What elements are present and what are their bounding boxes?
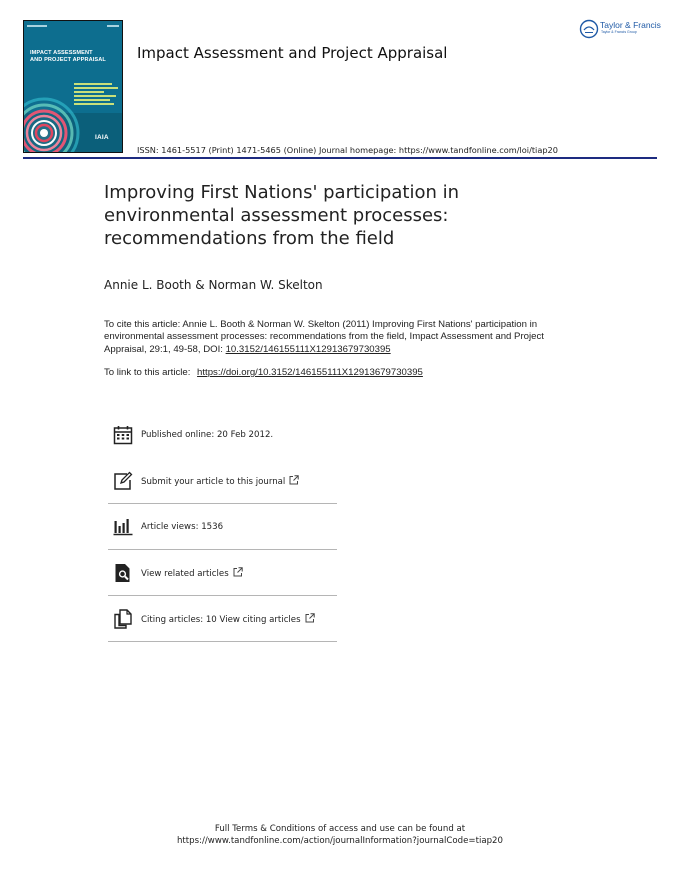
cover-title bbox=[30, 50, 118, 64]
citing-articles-item[interactable] bbox=[108, 596, 337, 642]
cover-title-line: IMPACT ASSESSMENT bbox=[30, 50, 93, 56]
citing-articles-text: Citing articles: 10 View citing articles bbox=[141, 614, 301, 625]
external-link-icon bbox=[233, 567, 243, 577]
submit-article-item[interactable] bbox=[108, 458, 337, 504]
citation-block bbox=[104, 319, 574, 356]
related-articles-text: View related articles bbox=[141, 568, 229, 579]
article-views-item bbox=[108, 504, 337, 550]
citing-articles-link[interactable] bbox=[141, 613, 315, 625]
journal-cover-image[interactable] bbox=[23, 20, 123, 153]
publisher-name: Taylor & Francis bbox=[600, 20, 661, 30]
cite-text: Annie L. Booth & Norman W. Skelton (2011) Improving First Nations' participation in environmental assessment processes: recommendations from the field, Impact Assessment and Project Appraisal, 29:1, 49-58, DOI: bbox=[104, 319, 544, 355]
submit-article-text: Submit your article to this journal bbox=[141, 476, 286, 487]
related-articles-link[interactable] bbox=[141, 567, 243, 579]
journal-homepage-link[interactable]: https://www.tandfonline.com/loi/tiap20 bbox=[398, 145, 558, 155]
article-views-text: Article views: 1536 bbox=[141, 521, 224, 532]
calendar-icon bbox=[113, 425, 133, 445]
footer-terms-text: Full Terms & Conditions of access and use can be found at bbox=[214, 824, 466, 834]
publisher-logo[interactable] bbox=[579, 19, 659, 41]
taylor-francis-logo-icon bbox=[579, 19, 599, 39]
cover-text-lines bbox=[74, 83, 118, 107]
cover-logo: IAIA bbox=[95, 134, 109, 141]
issn-line bbox=[137, 145, 558, 155]
published-online-text: Published online: 20 Feb 2012. bbox=[141, 430, 274, 440]
copy-documents-icon bbox=[113, 609, 133, 629]
issn-text: ISSN: 1461-5517 (Print) 1471-5465 (Online) Journal homepage: bbox=[137, 145, 399, 155]
search-document-icon bbox=[113, 563, 133, 583]
submit-article-link[interactable] bbox=[141, 475, 299, 487]
doi-link[interactable]: 10.3152/146155111X12913679730395 bbox=[225, 343, 391, 355]
footer-terms-link[interactable]: https://www.tandfonline.com/action/journalInformation?journalCode=tiap20 bbox=[176, 836, 503, 846]
article-doi-url-link[interactable]: https://doi.org/10.3152/146155111X12913679730395 bbox=[197, 367, 423, 378]
header-divider bbox=[23, 157, 657, 159]
publisher-subtitle: Taylor & Francis Group bbox=[601, 30, 637, 34]
cite-label: To cite this article: bbox=[104, 319, 183, 330]
article-authors: Annie L. Booth & Norman W. Skelton bbox=[104, 278, 323, 292]
external-link-icon bbox=[289, 475, 299, 485]
article-title-line: Improving First Nations' participation in bbox=[104, 182, 459, 203]
link-label: To link to this article: bbox=[104, 367, 194, 378]
article-link-block bbox=[104, 367, 423, 378]
footer bbox=[0, 823, 680, 847]
journal-title[interactable]: Impact Assessment and Project Appraisal bbox=[137, 44, 448, 62]
cover-top-text bbox=[27, 25, 119, 29]
edit-icon bbox=[113, 471, 133, 491]
bar-chart-icon bbox=[113, 517, 133, 537]
cover-title-line: AND PROJECT APPRAISAL bbox=[30, 57, 106, 63]
external-link-icon bbox=[305, 613, 315, 623]
article-info-list bbox=[108, 412, 337, 642]
related-articles-item[interactable] bbox=[108, 550, 337, 596]
article-title bbox=[104, 181, 584, 250]
article-title-line: environmental assessment processes: bbox=[104, 205, 449, 226]
published-online-item bbox=[108, 412, 337, 458]
article-title-line: recommendations from the field bbox=[104, 228, 395, 249]
